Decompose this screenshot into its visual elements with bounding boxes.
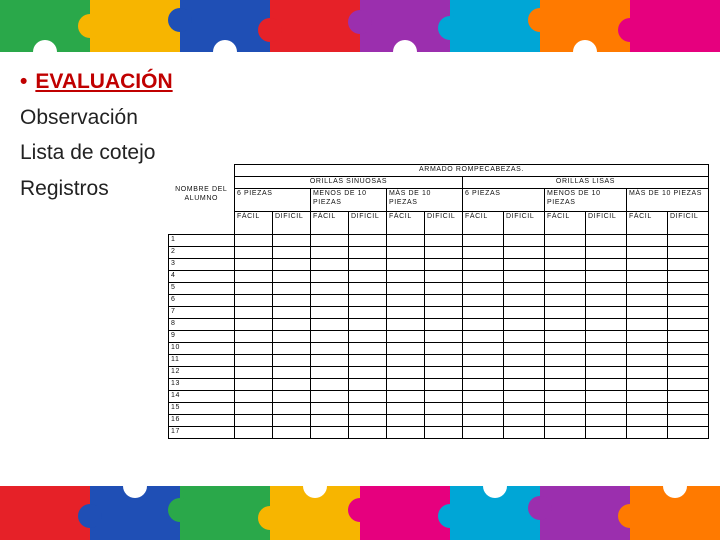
check-cell[interactable] [668, 378, 709, 390]
check-cell[interactable] [425, 246, 463, 258]
check-cell[interactable] [387, 294, 425, 306]
check-cell[interactable] [504, 282, 545, 294]
check-cell[interactable] [627, 414, 668, 426]
check-cell[interactable] [545, 402, 586, 414]
check-cell[interactable] [425, 282, 463, 294]
level-header: DIFICIL [425, 212, 463, 235]
check-cell[interactable] [311, 294, 349, 306]
check-cell[interactable] [387, 258, 425, 270]
check-cell[interactable] [627, 282, 668, 294]
check-cell[interactable] [504, 258, 545, 270]
check-cell[interactable] [668, 330, 709, 342]
check-cell[interactable] [504, 342, 545, 354]
check-cell[interactable] [387, 342, 425, 354]
row-number: 2 [169, 246, 235, 258]
check-cell[interactable] [463, 414, 504, 426]
check-cell[interactable] [463, 306, 504, 318]
check-cell[interactable] [463, 234, 504, 246]
check-cell[interactable] [349, 402, 387, 414]
row-number: 15 [169, 402, 235, 414]
check-cell[interactable] [235, 246, 273, 258]
check-cell[interactable] [425, 378, 463, 390]
check-cell[interactable] [463, 282, 504, 294]
check-cell[interactable] [586, 390, 627, 402]
check-cell[interactable] [349, 294, 387, 306]
check-cell[interactable] [668, 366, 709, 378]
check-cell[interactable] [504, 294, 545, 306]
check-cell[interactable] [387, 330, 425, 342]
check-cell[interactable] [235, 270, 273, 282]
check-cell[interactable] [463, 426, 504, 438]
check-cell[interactable] [387, 366, 425, 378]
check-cell[interactable] [311, 378, 349, 390]
check-cell[interactable] [504, 318, 545, 330]
check-cell[interactable] [545, 234, 586, 246]
check-cell[interactable] [425, 354, 463, 366]
check-cell[interactable] [425, 318, 463, 330]
check-cell[interactable] [545, 378, 586, 390]
check-cell[interactable] [668, 402, 709, 414]
check-cell[interactable] [235, 390, 273, 402]
level-header: DIFICIL [668, 212, 709, 235]
row-number: 9 [169, 330, 235, 342]
check-cell[interactable] [235, 366, 273, 378]
check-cell[interactable] [668, 294, 709, 306]
check-cell[interactable] [387, 354, 425, 366]
table-row [169, 294, 709, 306]
check-cell[interactable] [311, 246, 349, 258]
level-header: FÁCIL [463, 212, 504, 235]
check-cell[interactable] [627, 306, 668, 318]
table-row [169, 318, 709, 330]
check-cell[interactable] [311, 234, 349, 246]
level-header: FÁCIL [545, 212, 586, 235]
table-row [169, 342, 709, 354]
row-number: 5 [169, 282, 235, 294]
check-cell[interactable] [235, 414, 273, 426]
sub-header: 6 PIEZAS [235, 189, 311, 212]
check-cell[interactable] [273, 258, 311, 270]
check-cell[interactable] [349, 258, 387, 270]
row-number: 17 [169, 426, 235, 438]
check-cell[interactable] [545, 246, 586, 258]
level-header: FÁCIL [311, 212, 349, 235]
puzzle-border-bottom [0, 486, 720, 540]
check-cell[interactable] [668, 414, 709, 426]
table-row [169, 366, 709, 378]
check-cell[interactable] [463, 294, 504, 306]
check-cell[interactable] [273, 294, 311, 306]
check-cell[interactable] [586, 378, 627, 390]
row-number: 6 [169, 294, 235, 306]
table-row [169, 282, 709, 294]
row-number: 16 [169, 414, 235, 426]
check-cell[interactable] [235, 306, 273, 318]
check-cell[interactable] [425, 390, 463, 402]
row-number: 10 [169, 342, 235, 354]
row-number: 13 [169, 378, 235, 390]
check-cell[interactable] [586, 402, 627, 414]
check-cell[interactable] [627, 294, 668, 306]
check-cell[interactable] [273, 342, 311, 354]
check-cell[interactable] [545, 414, 586, 426]
check-cell[interactable] [273, 414, 311, 426]
check-cell[interactable] [545, 426, 586, 438]
check-cell[interactable] [387, 426, 425, 438]
check-cell[interactable] [504, 354, 545, 366]
check-cell[interactable] [235, 330, 273, 342]
check-cell[interactable] [349, 390, 387, 402]
check-cell[interactable] [311, 342, 349, 354]
puzzle-pattern-top [0, 0, 720, 52]
check-cell[interactable] [425, 306, 463, 318]
table-row [169, 330, 709, 342]
table-row [169, 246, 709, 258]
check-cell[interactable] [463, 330, 504, 342]
level-header: FÁCIL [387, 212, 425, 235]
sub-header: MÁS DE 10 PIEZAS [387, 189, 463, 212]
check-cell[interactable] [668, 282, 709, 294]
check-cell[interactable] [273, 270, 311, 282]
check-cell[interactable] [387, 318, 425, 330]
check-cell[interactable] [463, 318, 504, 330]
check-cell[interactable] [545, 294, 586, 306]
check-cell[interactable] [273, 378, 311, 390]
check-cell[interactable] [273, 282, 311, 294]
check-cell[interactable] [545, 390, 586, 402]
table-row [169, 270, 709, 282]
check-cell[interactable] [349, 282, 387, 294]
table-row [169, 390, 709, 402]
check-cell[interactable] [586, 306, 627, 318]
check-cell[interactable] [387, 246, 425, 258]
check-cell[interactable] [387, 414, 425, 426]
check-cell[interactable] [311, 318, 349, 330]
check-cell[interactable] [235, 402, 273, 414]
check-cell[interactable] [627, 390, 668, 402]
check-cell[interactable] [627, 318, 668, 330]
check-cell[interactable] [627, 258, 668, 270]
check-cell[interactable] [273, 234, 311, 246]
check-cell[interactable] [668, 306, 709, 318]
check-cell[interactable] [387, 306, 425, 318]
row-number: 14 [169, 390, 235, 402]
check-cell[interactable] [463, 390, 504, 402]
check-cell[interactable] [349, 366, 387, 378]
puzzle-checklist-table [168, 164, 709, 439]
check-cell[interactable] [311, 282, 349, 294]
check-cell[interactable] [545, 270, 586, 282]
check-cell[interactable] [504, 270, 545, 282]
check-cell[interactable] [668, 426, 709, 438]
check-cell[interactable] [425, 366, 463, 378]
table-row [169, 378, 709, 390]
check-cell[interactable] [463, 342, 504, 354]
check-cell[interactable] [349, 330, 387, 342]
check-cell[interactable] [586, 342, 627, 354]
check-cell[interactable] [387, 282, 425, 294]
check-cell[interactable] [387, 378, 425, 390]
check-cell[interactable] [504, 414, 545, 426]
check-cell[interactable] [545, 282, 586, 294]
list-item-registros: Registros [20, 176, 109, 200]
check-cell[interactable] [349, 234, 387, 246]
check-cell[interactable] [235, 234, 273, 246]
evaluation-list [20, 64, 173, 206]
check-cell[interactable] [504, 426, 545, 438]
check-cell[interactable] [504, 390, 545, 402]
check-cell[interactable] [463, 246, 504, 258]
check-cell[interactable] [235, 426, 273, 438]
check-cell[interactable] [627, 270, 668, 282]
table-row [169, 234, 709, 246]
level-header: DIFICIL [349, 212, 387, 235]
check-cell[interactable] [235, 318, 273, 330]
group-header-lisas: ORILLAS LISAS [463, 177, 709, 189]
check-cell[interactable] [311, 270, 349, 282]
check-cell[interactable] [627, 246, 668, 258]
sub-header: MENOS DE 10 PIEZAS [545, 189, 627, 212]
check-cell[interactable] [586, 414, 627, 426]
puzzle-pattern-bottom [0, 486, 720, 540]
check-cell[interactable] [311, 306, 349, 318]
check-cell[interactable] [425, 426, 463, 438]
check-cell[interactable] [311, 258, 349, 270]
check-cell[interactable] [349, 306, 387, 318]
student-rows [169, 234, 709, 438]
check-cell[interactable] [586, 258, 627, 270]
level-header: FÁCIL [627, 212, 668, 235]
check-cell[interactable] [273, 330, 311, 342]
table-row [169, 414, 709, 426]
row-number: 3 [169, 258, 235, 270]
check-cell[interactable] [545, 318, 586, 330]
check-cell[interactable] [425, 402, 463, 414]
check-cell[interactable] [463, 270, 504, 282]
row-number: 11 [169, 354, 235, 366]
check-cell[interactable] [311, 414, 349, 426]
row-number: 1 [169, 234, 235, 246]
check-cell[interactable] [235, 342, 273, 354]
check-cell[interactable] [349, 414, 387, 426]
check-cell[interactable] [545, 258, 586, 270]
check-cell[interactable] [586, 330, 627, 342]
check-cell[interactable] [627, 378, 668, 390]
check-cell[interactable] [627, 342, 668, 354]
evaluation-heading: EVALUACIÓN [35, 70, 173, 93]
check-cell[interactable] [235, 294, 273, 306]
check-cell[interactable] [627, 402, 668, 414]
check-cell[interactable] [668, 318, 709, 330]
list-item-lista-cotejo: Lista de cotejo [20, 141, 156, 164]
row-number: 4 [169, 270, 235, 282]
check-cell[interactable] [504, 366, 545, 378]
check-cell[interactable] [349, 246, 387, 258]
name-header: NOMBRE DEL ALUMNO [175, 186, 228, 202]
check-cell[interactable] [311, 354, 349, 366]
check-cell[interactable] [311, 402, 349, 414]
check-cell[interactable] [349, 342, 387, 354]
check-cell[interactable] [463, 378, 504, 390]
check-cell[interactable] [504, 234, 545, 246]
table-title: ARMADO ROMPECABEZAS. [235, 165, 709, 177]
table-row [169, 306, 709, 318]
table-row [169, 426, 709, 438]
sub-header: 6 PIEZAS [463, 189, 545, 212]
level-header: FÁCIL [235, 212, 273, 235]
row-number: 7 [169, 306, 235, 318]
check-cell[interactable] [387, 234, 425, 246]
check-cell[interactable] [273, 246, 311, 258]
check-cell[interactable] [235, 354, 273, 366]
check-cell[interactable] [627, 426, 668, 438]
sub-header: MÁS DE 10 PIEZAS [627, 189, 709, 212]
check-cell[interactable] [425, 258, 463, 270]
check-cell[interactable] [273, 390, 311, 402]
check-cell[interactable] [504, 378, 545, 390]
bullet-icon: • [20, 70, 28, 93]
check-cell[interactable] [425, 330, 463, 342]
check-cell[interactable] [504, 402, 545, 414]
check-cell[interactable] [586, 270, 627, 282]
check-cell[interactable] [545, 366, 586, 378]
check-cell[interactable] [668, 354, 709, 366]
check-cell[interactable] [349, 426, 387, 438]
group-header-sinuosas: ORILLAS SINUOSAS [235, 177, 463, 189]
level-header: DIFICIL [504, 212, 545, 235]
level-header: DIFICIL [586, 212, 627, 235]
check-cell[interactable] [349, 318, 387, 330]
check-cell[interactable] [668, 258, 709, 270]
check-cell[interactable] [273, 402, 311, 414]
check-cell[interactable] [273, 426, 311, 438]
check-cell[interactable] [463, 354, 504, 366]
check-cell[interactable] [387, 402, 425, 414]
check-cell[interactable] [504, 306, 545, 318]
check-cell[interactable] [273, 354, 311, 366]
check-cell[interactable] [627, 330, 668, 342]
check-cell[interactable] [311, 426, 349, 438]
check-cell[interactable] [545, 342, 586, 354]
check-cell[interactable] [349, 270, 387, 282]
check-cell[interactable] [668, 390, 709, 402]
check-cell[interactable] [311, 390, 349, 402]
check-cell[interactable] [504, 330, 545, 342]
table-row [169, 258, 709, 270]
check-cell[interactable] [273, 366, 311, 378]
check-cell[interactable] [586, 354, 627, 366]
row-number: 12 [169, 366, 235, 378]
check-cell[interactable] [586, 246, 627, 258]
check-cell[interactable] [235, 282, 273, 294]
row-number: 8 [169, 318, 235, 330]
check-cell[interactable] [545, 354, 586, 366]
check-cell[interactable] [387, 270, 425, 282]
check-cell[interactable] [627, 354, 668, 366]
check-cell[interactable] [273, 318, 311, 330]
check-cell[interactable] [425, 342, 463, 354]
check-cell[interactable] [504, 246, 545, 258]
check-cell[interactable] [463, 258, 504, 270]
check-cell[interactable] [668, 270, 709, 282]
check-cell[interactable] [235, 378, 273, 390]
sub-header: MENOS DE 10 PIEZAS [311, 189, 387, 212]
check-cell[interactable] [586, 426, 627, 438]
check-cell[interactable] [273, 306, 311, 318]
check-cell[interactable] [586, 234, 627, 246]
check-cell[interactable] [235, 258, 273, 270]
check-cell[interactable] [425, 294, 463, 306]
check-cell[interactable] [668, 342, 709, 354]
check-cell[interactable] [463, 402, 504, 414]
check-cell[interactable] [668, 234, 709, 246]
check-cell[interactable] [586, 366, 627, 378]
table-row [169, 354, 709, 366]
table-row [169, 402, 709, 414]
check-cell[interactable] [425, 414, 463, 426]
check-cell[interactable] [627, 366, 668, 378]
check-cell[interactable] [349, 378, 387, 390]
check-cell[interactable] [545, 330, 586, 342]
check-cell[interactable] [586, 282, 627, 294]
check-cell[interactable] [425, 234, 463, 246]
level-header: DIFICIL [273, 212, 311, 235]
check-cell[interactable] [627, 234, 668, 246]
puzzle-border-top [0, 0, 720, 52]
check-cell[interactable] [545, 306, 586, 318]
check-cell[interactable] [586, 318, 627, 330]
check-cell[interactable] [349, 354, 387, 366]
check-cell[interactable] [311, 366, 349, 378]
check-cell[interactable] [463, 366, 504, 378]
check-cell[interactable] [425, 270, 463, 282]
check-cell[interactable] [586, 294, 627, 306]
check-cell[interactable] [668, 246, 709, 258]
evaluation-heading-row [20, 64, 173, 100]
check-cell[interactable] [311, 330, 349, 342]
list-item-observacion: Observación [20, 105, 138, 129]
check-cell[interactable] [387, 390, 425, 402]
